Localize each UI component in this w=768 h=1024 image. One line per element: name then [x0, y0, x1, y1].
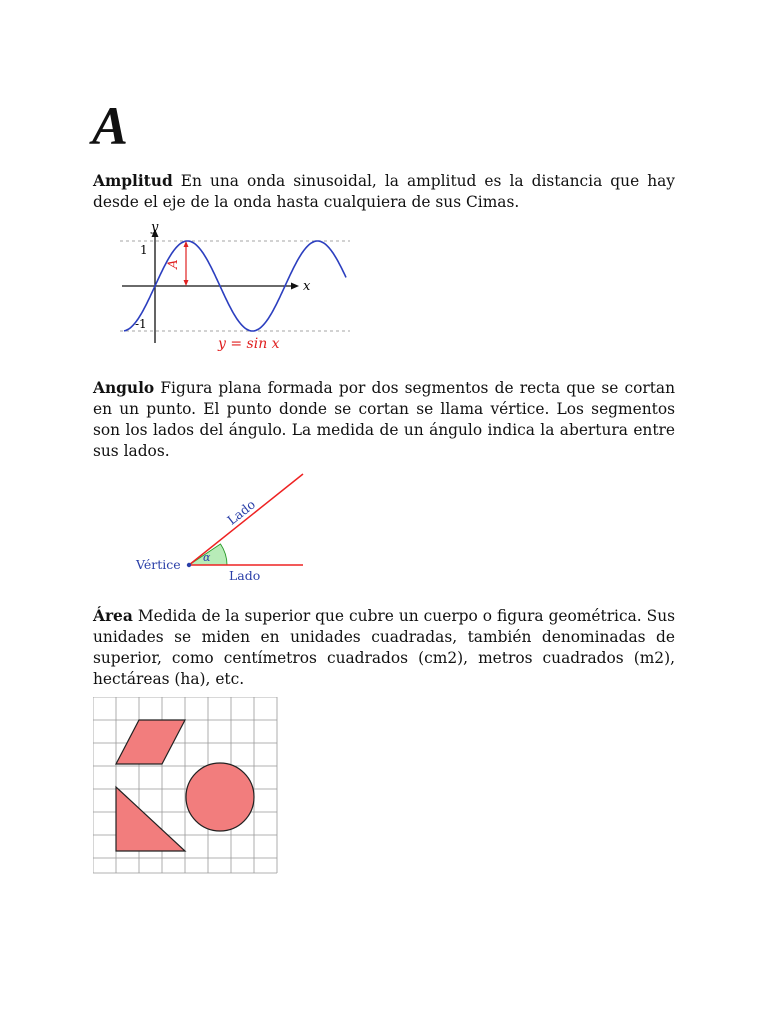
- side-bottom-label: Lado: [229, 568, 261, 583]
- alpha-label: α: [203, 551, 211, 564]
- y-axis-label: y: [151, 220, 159, 235]
- definition-area: Medida de la superior que cubre un cuerpo o figura geométrica. Sus unidades se miden en unidades cuadradas, también denominadas de superior, como centímetros cuadrados (cm2), metros cuadrados (m2), hectáreas (ha), etc.: [93, 607, 675, 688]
- section-letter: A: [92, 96, 129, 156]
- definition-angulo: Figura plana formada por dos segmentos de recta que se cortan en un punto. El punto donde se cortan se llama vértice. Los segmentos son los lados del ángulo. La medida de un ángulo indica la abertura entre sus lados.: [93, 379, 675, 460]
- parallelogram-shape: [116, 720, 185, 764]
- angle-figure: [134, 468, 314, 588]
- entry-amplitud: [93, 171, 675, 213]
- x-axis-label: x: [303, 279, 311, 294]
- area-grid-figure: [93, 697, 279, 875]
- term-amplitud: Amplitud: [93, 172, 173, 190]
- sine-wave-figure: [118, 218, 358, 358]
- term-area: Área: [93, 607, 133, 625]
- circle-shape: [186, 763, 254, 831]
- equation-label: y = sin x: [218, 336, 280, 352]
- definition-amplitud: En una onda sinusoidal, la amplitud es la distancia que hay desde el eje de la onda hasta cualquiera de sus Cimas.: [93, 172, 675, 211]
- amplitude-arrow-bottom-icon: [184, 280, 189, 286]
- x-axis-arrow-icon: [291, 283, 299, 290]
- tick-label-minus-1: -1: [135, 317, 147, 331]
- vertex-point: [187, 563, 191, 567]
- triangle-shape: [116, 787, 185, 851]
- entry-area: [93, 606, 675, 690]
- vertex-label: Vértice: [136, 557, 181, 572]
- amplitude-label: A: [166, 259, 181, 269]
- term-angulo: Angulo: [93, 379, 155, 397]
- tick-label-1: 1: [140, 243, 148, 257]
- side-top-label: Lado: [224, 496, 259, 528]
- entry-angulo: [93, 378, 675, 462]
